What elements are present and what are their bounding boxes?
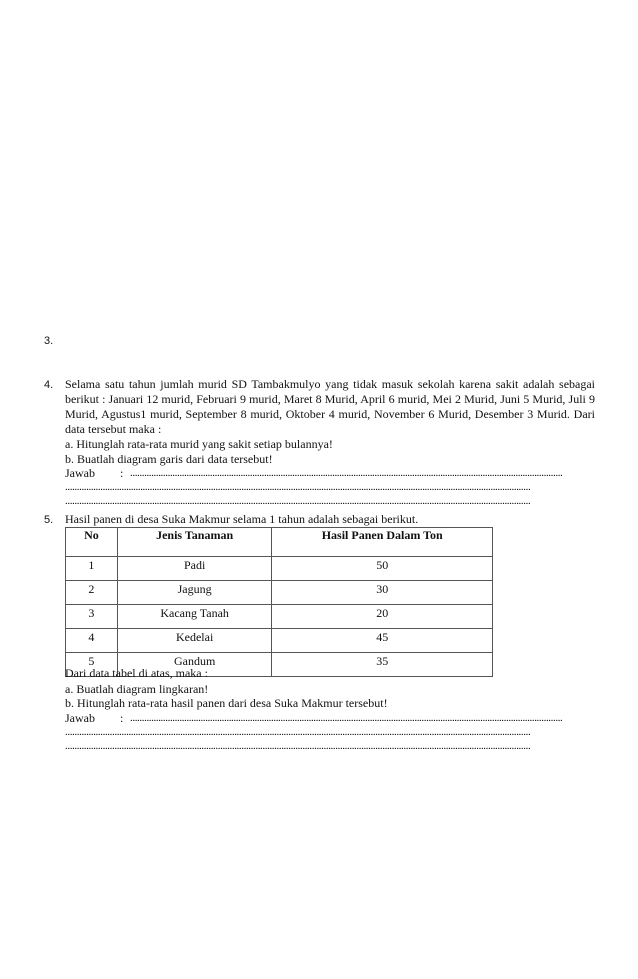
cell-harvest: 45 [272,629,493,653]
table-row [66,557,493,581]
cell-crop: Padi [117,557,272,581]
cell-no: 3 [66,605,118,629]
cell-no: 2 [66,581,118,605]
cell-crop: Gandum [117,653,272,677]
table-row [66,605,493,629]
cell-no: 4 [66,629,118,653]
header-crop-type: Jenis Tanaman [117,528,272,557]
question-4-answer-line-1: ........................................................................................................................................................................................ [130,467,563,479]
cell-crop: Jagung [117,581,272,605]
question-3-number: 3. [44,335,54,347]
header-harvest-tons [272,528,493,557]
cell-crop: Kedelai [117,629,272,653]
table-row [66,629,493,653]
cell-no: 1 [66,557,118,581]
question-4-answer-colon: : [120,466,124,480]
table-header-row [66,528,493,557]
question-5-answer-line-3: ...................................................................................................................................................................................................... [65,740,531,752]
question-4-answer-line-2: ...................................................................................................................................................................................................... [65,481,531,493]
question-4-text: Selama satu tahun jumlah murid SD Tambakmulyo yang tidak masuk sekolah karena sakit adalah sebagai berikut : Januari 12 murid, Februari 9 murid, Maret 8 Murid, April 6 murid, Mei 2 Murid, Juni 5 Murid, Juli 9 Murid, Agustus1 murid, September 8 murid, Oktober 4 murid, November 6 Murid, Desember 3 Murid. Dari data tersebut maka : [65,377,595,436]
question-4-answer-label: Jawab [65,466,95,480]
question-5-answer-label: Jawab [65,711,95,725]
question-5-text: Hasil panen di desa Suka Makmur selama 1 tahun adalah sebagai berikut. [65,512,419,526]
cell-harvest: 20 [272,605,493,629]
cell-harvest: 50 [272,557,493,581]
question-5-answer-line-2: ...................................................................................................................................................................................................... [65,726,531,738]
question-4-item-b: b. Buatlah diagram garis dari data tersebut! [65,452,273,466]
table-row [66,581,493,605]
question-5-answer-line-1: ........................................................................................................................................................................................ [130,712,563,724]
question-4-number: 4. [44,379,54,391]
question-5-after-table: Dari data tabel di atas, maka : [65,666,208,680]
header-harvest-tons-label: Hasil Panen Dalam Ton [321,528,443,542]
question-4-answer-line-3: ...................................................................................................................................................................................................... [65,495,531,507]
cell-no: 5 [66,653,118,677]
question-5-number: 5. [44,514,54,526]
question-4-item-a: a. Hitunglah rata-rata murid yang sakit setiap bulannya! [65,437,333,451]
harvest-table [65,527,493,677]
question-5-item-a: a. Buatlah diagram lingkaran! [65,682,209,696]
question-5-item-b: b. Hitunglah rata-rata hasil panen dari desa Suka Makmur tersebut! [65,696,388,710]
question-5-answer-colon: : [120,711,124,725]
cell-harvest: 35 [272,653,493,677]
cell-harvest: 30 [272,581,493,605]
header-no: No [66,528,118,557]
cell-crop: Kacang Tanah [117,605,272,629]
